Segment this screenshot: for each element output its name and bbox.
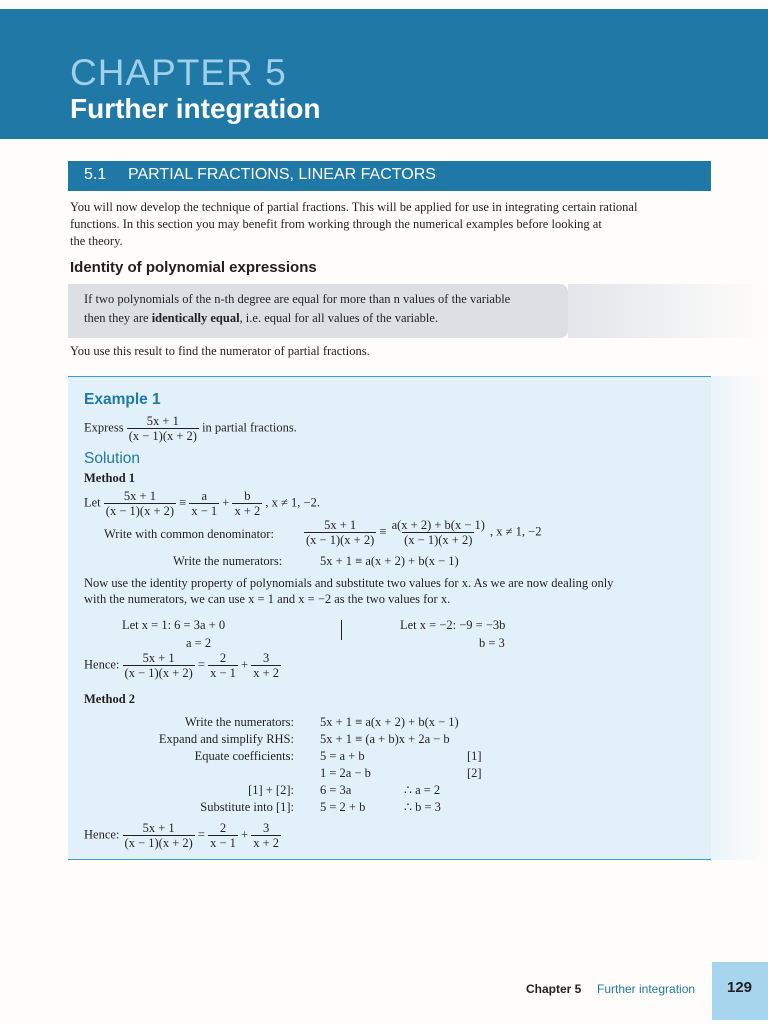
- fraction: $\frac{3}{x + 2}$: [253, 651, 280, 680]
- m2-label: Expand and simplify RHS:: [158, 732, 294, 746]
- m2-eq: 1 = 2a − b: [320, 766, 371, 780]
- m2-result: ∴ b = 3: [404, 800, 441, 814]
- fraction: $\frac{5x + 1}{(x - 1)(x + 2)}$: [306, 518, 375, 547]
- section-number: 5.1: [84, 166, 107, 183]
- numerators-eq: 5x + 1 ≡ a(x + 2) + b(x − 1): [320, 554, 459, 568]
- fraction: $\frac{5x + 1}{(x - 1)(x + 2)}$: [124, 651, 193, 680]
- fraction: $\frac{5x + 1}{(x - 1)(x + 2)}$: [124, 821, 193, 850]
- m2-label: Write the numerators:: [184, 715, 294, 729]
- m2-eq: 6 = 3a: [320, 783, 352, 797]
- m2-eq: 5 = 2 + b: [320, 800, 366, 814]
- express-line: Express $\frac{5x + 1}{(x - 1)(x + 2)}$ in partial fractions.: [84, 414, 297, 443]
- identity-line: with the numerators, we can use x = 1 and x = −2 as the two values for x.: [84, 592, 451, 606]
- m2-eq: 5x + 1 ≡ a(x + 2) + b(x − 1): [320, 715, 459, 729]
- fraction: $\frac{5x + 1}{(x - 1)(x + 2)}$: [128, 414, 197, 443]
- intro-line: You will now develop the technique of partial fractions. This will be applied for use in integrating certain rational: [70, 200, 638, 214]
- use-line: You use this result to find the numerator of partial fractions.: [70, 344, 370, 358]
- fraction: $\frac{2}{x - 1}$: [210, 651, 236, 680]
- chapter-title: Further integration: [70, 93, 321, 124]
- sub2-result: b = 3: [479, 636, 505, 650]
- intro-line: the theory.: [70, 234, 123, 248]
- section-title: PARTIAL FRACTIONS, LINEAR FACTORS: [128, 166, 436, 183]
- m2-label: Substitute into [1]:: [200, 800, 294, 814]
- method1-heading: Method 1: [84, 471, 136, 485]
- fraction: $\frac{a(x + 2) + b(x - 1)}{(x - 1)(x + 2)}$: [391, 518, 485, 547]
- footer-chapter-title: Further integration: [597, 982, 696, 996]
- fraction: $\frac{5x + 1}{(x - 1)(x + 2)}$: [105, 489, 175, 518]
- key-point-fade: [568, 284, 768, 338]
- fraction: $\frac{a}{x - 1}$: [191, 489, 218, 518]
- example-fade: [711, 376, 768, 860]
- sub2-line: Let x = −2: −9 = −3b: [400, 618, 506, 632]
- method2-heading: Method 2: [84, 692, 136, 706]
- m2-label: Equate coefficients:: [194, 749, 294, 763]
- footer-chapter-label: Chapter 5: [526, 982, 582, 996]
- m2-tag: [2]: [467, 766, 482, 780]
- m2-tag: [1]: [467, 749, 482, 763]
- m2-eq: 5 = a + b: [320, 749, 365, 763]
- fraction: $\frac{2}{x - 1}$: [210, 821, 236, 850]
- m2-result: ∴ a = 2: [404, 783, 441, 797]
- hence-line: Hence: $\frac{5x + 1}{(x - 1)(x + 2)}$ = $\frac{2}{x - 1}$ + $\frac{3}{x + 2}$: [84, 821, 280, 850]
- fraction: $\frac{b}{x + 2}$: [234, 489, 261, 518]
- key-point-line: If two polynomials of the n-th degree are equal for more than n values of the variable: [84, 292, 511, 306]
- intro-line: functions. In this section you may benefit from working through the numerical examples before looking at: [70, 217, 602, 231]
- let-line: Let $\frac{5x + 1}{(x - 1)(x + 2)}$ ≡ $\frac{a}{x - 1}$ + $\frac{b}{x + 2}$ , x ≠ 1, −2.: [84, 489, 320, 518]
- solution-heading: Solution: [84, 450, 141, 467]
- sub1-line: Let x = 1: 6 = 3a + 0: [122, 618, 226, 632]
- identity-line: Now use the identity property of polynomials and substitute two values for x. As we are now dealing only: [84, 576, 614, 590]
- sub1-result: a = 2: [186, 636, 212, 650]
- m2-eq: 5x + 1 ≡ (a + b)x + 2a − b: [320, 732, 450, 746]
- subheading: Identity of polynomial expressions: [70, 259, 317, 276]
- key-point-line: then they are identically equal, i.e. equal for all values of the variable.: [84, 311, 439, 325]
- page-number: 129: [727, 979, 753, 996]
- chapter-label: CHAPTER 5: [70, 52, 287, 93]
- m2-label: [1] + [2]:: [248, 783, 294, 797]
- divider: [341, 620, 342, 640]
- common-line: $\frac{5x + 1}{(x - 1)(x + 2)}$ ≡ $\frac{a(x + 2) + b(x - 1)}{(x - 1)(x + 2)}$ , x ≠ 1, −2: [306, 518, 542, 547]
- fraction: $\frac{3}{x + 2}$: [253, 821, 280, 850]
- common-label: Write with common denominator:: [104, 527, 274, 541]
- example-heading: Example 1: [84, 391, 161, 408]
- hence-line: Hence: $\frac{5x + 1}{(x - 1)(x + 2)}$ = $\frac{2}{x - 1}$ + $\frac{3}{x + 2}$: [84, 651, 280, 680]
- numerators-label: Write the numerators:: [173, 554, 283, 568]
